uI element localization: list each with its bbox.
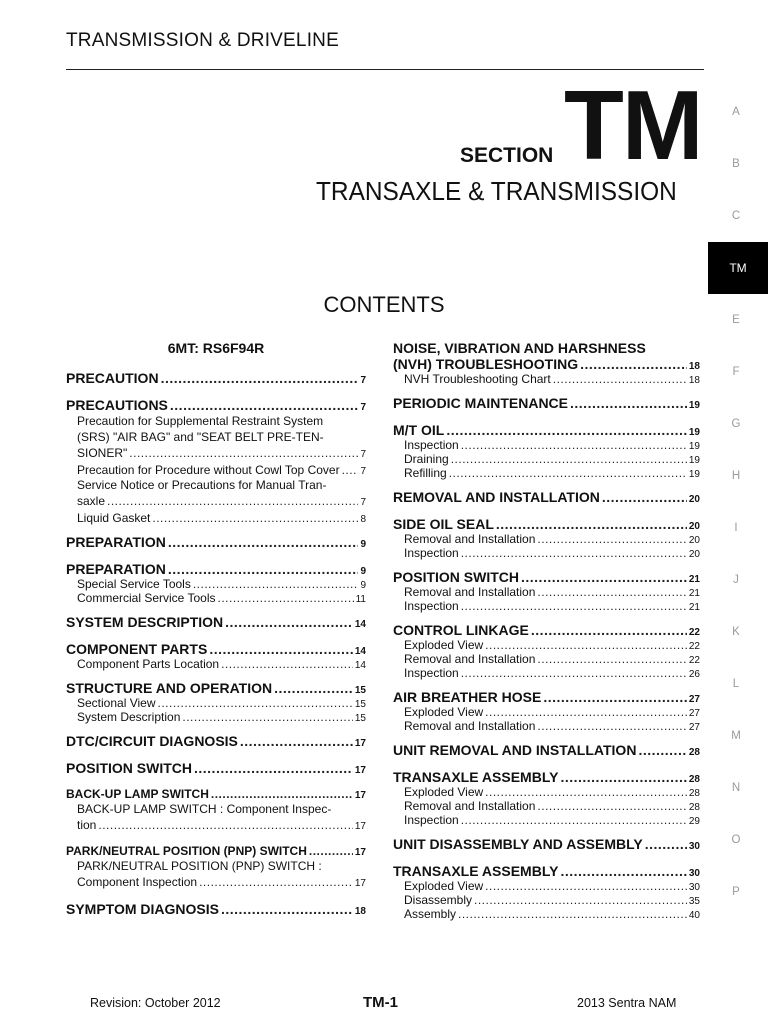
toc-entry-periodic-maintenance[interactable]: PERIODIC MAINTENANCE ..... 19 bbox=[393, 395, 700, 411]
toc-entry-component-location[interactable]: Component Parts Location ..... 14 bbox=[66, 657, 366, 671]
toc-entry-system-desc-sub[interactable]: System Description ..... 15 bbox=[66, 710, 366, 724]
toc-entry-structure-operation[interactable]: STRUCTURE AND OPERATION ..... 15 bbox=[66, 680, 366, 696]
toc-entry-unit-disassembly[interactable]: UNIT DISASSEMBLY AND ASSEMBLY ..... 30 bbox=[393, 836, 700, 852]
toc-entry-mt-oil-refilling[interactable]: Refilling ..... 19 bbox=[393, 466, 700, 480]
tab-b[interactable]: B bbox=[732, 158, 740, 170]
toc-entry-position-switch-left[interactable]: POSITION SWITCH ..... 17 bbox=[66, 760, 366, 776]
toc-right-column bbox=[393, 340, 700, 921]
transmission-model-title: 6MT: RS6F94R bbox=[167, 340, 265, 356]
toc-entry-component-parts[interactable]: COMPONENT PARTS ..... 14 bbox=[66, 641, 366, 657]
toc-entry-srs[interactable]: Precaution for Supplemental Restraint System (SRS) "AIR BAG" and "SEAT BELT PRE-TEN- SIONER" ..... 7 bbox=[66, 413, 366, 463]
toc-entry-precaution[interactable]: PRECAUTION ..... 7 bbox=[66, 370, 366, 386]
toc-entry-sectional-view[interactable]: Sectional View ..... 15 bbox=[66, 696, 366, 710]
footer-revision: Revision: October 2012 bbox=[90, 996, 221, 1010]
tab-j[interactable]: J bbox=[733, 574, 739, 586]
toc-entry-air-breather-hose[interactable]: AIR BREATHER HOSE ..... 27 bbox=[393, 689, 700, 705]
toc-entry-preparation[interactable]: PREPARATION ..... 9 bbox=[66, 561, 366, 577]
tab-h[interactable]: H bbox=[731, 470, 741, 482]
toc-entry-nvh[interactable]: NOISE, VIBRATION AND HARSHNESS (NVH) TROUBLESHOOTING ..... 18 bbox=[393, 340, 700, 372]
footer-model: 2013 Sentra NAM bbox=[577, 996, 677, 1010]
toc-entry-transaxle-assembly-2[interactable]: TRANSAXLE ASSEMBLY ..... 30 bbox=[393, 863, 700, 879]
toc-entry-special-tools[interactable]: Special Service Tools ..... 9 bbox=[66, 577, 366, 591]
tab-p[interactable]: P bbox=[732, 886, 740, 898]
toc-entry-precautions[interactable]: PRECAUTIONS ..... 7 bbox=[66, 397, 366, 413]
section-subtitle: TRANSAXLE & TRANSMISSION bbox=[316, 176, 677, 206]
toc-entry-backup-inspection[interactable]: BACK-UP LAMP SWITCH : Component Inspec- tion ..... 17 bbox=[66, 801, 366, 835]
footer-page-id: TM-1 bbox=[363, 994, 398, 1011]
toc-entry-mt-oil-inspection[interactable]: Inspection ..... 19 bbox=[393, 438, 700, 452]
tab-k[interactable]: K bbox=[732, 626, 740, 638]
toc-entry-backup-lamp[interactable]: BACK-UP LAMP SWITCH ..... 17 bbox=[66, 787, 366, 801]
toc-left-column bbox=[66, 340, 366, 917]
toc-entry-pnp-inspection[interactable]: PARK/NEUTRAL POSITION (PNP) SWITCH : Component Inspection ..... 17 bbox=[66, 858, 366, 892]
tab-c[interactable]: C bbox=[731, 210, 741, 222]
tab-n[interactable]: N bbox=[731, 782, 741, 794]
tab-g[interactable]: G bbox=[731, 418, 741, 430]
toc-entry-transaxle-assembly-1[interactable]: TRANSAXLE ASSEMBLY ..... 28 bbox=[393, 769, 700, 785]
toc-entry-mt-oil-draining[interactable]: Draining ..... 19 bbox=[393, 452, 700, 466]
tab-l[interactable]: L bbox=[732, 678, 740, 690]
toc-entry-position-switch-inspection[interactable]: Inspection ..... 21 bbox=[393, 599, 700, 613]
toc-entry-pnp-switch[interactable]: PARK/NEUTRAL POSITION (PNP) SWITCH ..... 17 bbox=[66, 844, 366, 858]
toc-entry-system-description[interactable]: SYSTEM DESCRIPTION ..... 14 bbox=[66, 614, 366, 630]
tab-o[interactable]: O bbox=[731, 834, 741, 846]
toc-entry-unit-removal[interactable]: UNIT REMOVAL AND INSTALLATION ..... 28 bbox=[393, 742, 700, 758]
toc-entry-transaxle-2-disassembly[interactable]: Disassembly ..... 35 bbox=[393, 893, 700, 907]
tab-e[interactable]: E bbox=[732, 314, 740, 326]
tab-tm[interactable]: TM bbox=[708, 242, 768, 294]
tab-i[interactable]: I bbox=[734, 522, 738, 534]
toc-entry-position-switch-right[interactable]: POSITION SWITCH ..... 21 bbox=[393, 569, 700, 585]
toc-entry-service-notice[interactable]: Service Notice or Precautions for Manual Tran- saxle ..... 7 bbox=[66, 477, 366, 511]
toc-entry-symptom-diagnosis[interactable]: SYMPTOM DIAGNOSIS ..... 18 bbox=[66, 901, 366, 917]
toc-entry-transaxle-1-inspection[interactable]: Inspection ..... 29 bbox=[393, 813, 700, 827]
toc-entry-transaxle-2-exploded[interactable]: Exploded View ..... 30 bbox=[393, 879, 700, 893]
section-index-tabs bbox=[704, 86, 768, 918]
toc-entry-air-breather-ri[interactable]: Removal and Installation ..... 27 bbox=[393, 719, 700, 733]
toc-entry-side-oil-seal-ri[interactable]: Removal and Installation ..... 20 bbox=[393, 532, 700, 546]
toc-entry-transaxle-1-ri[interactable]: Removal and Installation ..... 28 bbox=[393, 799, 700, 813]
toc-entry-position-switch-ri[interactable]: Removal and Installation ..... 21 bbox=[393, 585, 700, 599]
toc-entry-air-breather-exploded[interactable]: Exploded View ..... 27 bbox=[393, 705, 700, 719]
section-code: TM bbox=[564, 70, 702, 180]
toc-entry-control-linkage[interactable]: CONTROL LINKAGE ..... 22 bbox=[393, 622, 700, 638]
toc-entry-liquid-gasket[interactable]: Liquid Gasket ..... 8 bbox=[66, 511, 366, 525]
tab-f[interactable]: F bbox=[732, 366, 740, 378]
manual-group-title: TRANSMISSION & DRIVELINE bbox=[66, 30, 339, 51]
section-label: SECTION bbox=[460, 144, 554, 167]
toc-entry-transaxle-1-exploded[interactable]: Exploded View ..... 28 bbox=[393, 785, 700, 799]
tab-m[interactable]: M bbox=[731, 730, 741, 742]
toc-entry-control-linkage-exploded[interactable]: Exploded View ..... 22 bbox=[393, 638, 700, 652]
toc-entry-mt-oil[interactable]: M/T OIL ..... 19 bbox=[393, 422, 700, 438]
tab-a[interactable]: A bbox=[732, 106, 740, 118]
toc-entry-control-linkage-ri[interactable]: Removal and Installation ..... 22 bbox=[393, 652, 700, 666]
toc-entry-removal-installation[interactable]: REMOVAL AND INSTALLATION ..... 20 bbox=[393, 489, 700, 505]
toc-entry-side-oil-seal-inspection[interactable]: Inspection ..... 20 bbox=[393, 546, 700, 560]
toc-entry-dtc-circuit[interactable]: DTC/CIRCUIT DIAGNOSIS ..... 17 bbox=[66, 733, 366, 749]
contents-heading: CONTENTS bbox=[323, 292, 445, 317]
toc-entry-nvh-chart[interactable]: NVH Troubleshooting Chart ..... 18 bbox=[393, 372, 700, 386]
toc-entry-transaxle-2-assembly[interactable]: Assembly ..... 40 bbox=[393, 907, 700, 921]
toc-entry-preparation-top[interactable]: PREPARATION ..... 9 bbox=[66, 534, 366, 550]
toc-entry-cowl-top[interactable]: Precaution for Procedure without Cowl Top Cover ..... 7 bbox=[66, 463, 366, 477]
toc-entry-side-oil-seal[interactable]: SIDE OIL SEAL ..... 20 bbox=[393, 516, 700, 532]
toc-entry-control-linkage-inspection[interactable]: Inspection ..... 26 bbox=[393, 666, 700, 680]
toc-entry-commercial-tools[interactable]: Commercial Service Tools ..... 11 bbox=[66, 591, 366, 605]
